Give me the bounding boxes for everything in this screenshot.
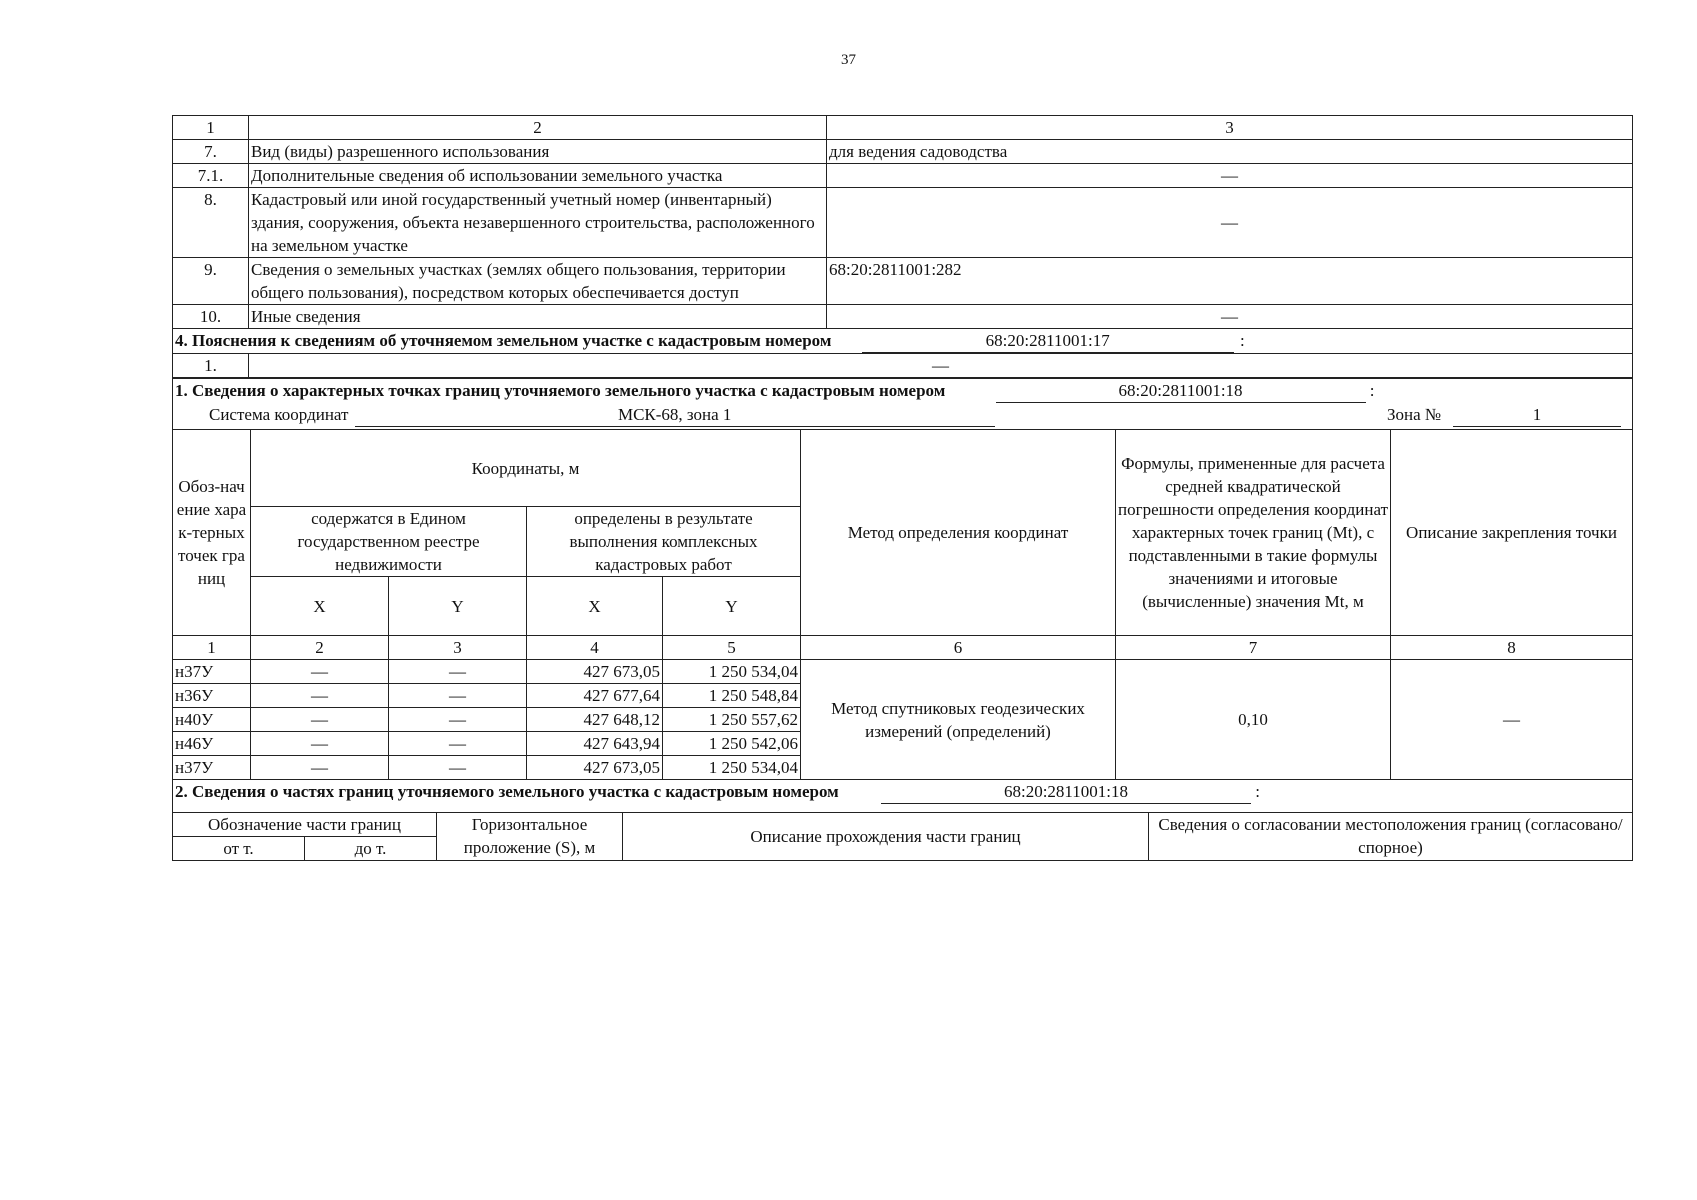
section4-title: 4. Пояснения к сведениям об уточняемом земельном участке с кадастровым номером [175, 330, 832, 350]
row-value: — [249, 353, 1633, 377]
row-number: 7. [173, 140, 249, 164]
row-number: 10. [173, 305, 249, 329]
point-x: 427 673,05 [527, 756, 663, 780]
header-cell: 2 [249, 116, 827, 140]
section4-table [172, 328, 1633, 378]
table-row [173, 188, 1633, 258]
point-x-egrn: — [251, 756, 389, 780]
row-label: Вид (виды) разрешенного использования [249, 140, 827, 164]
point-y: 1 250 534,04 [663, 660, 801, 684]
coords-header: Координаты, м [251, 430, 801, 507]
section4-colon: : [1239, 330, 1245, 350]
formula-header: Формулы, примененные для расчета средней квадратической погрешности определения координат характерных точек границ (Mt), с подставленными в такие формулы значениями и итоговые (вычисленные) значения Mt, м [1116, 430, 1391, 636]
table-row [173, 258, 1633, 305]
row-number: 8. [173, 188, 249, 258]
row-number: 1. [173, 353, 249, 377]
point-x: 427 648,12 [527, 708, 663, 732]
coord-system-label: Система координат [209, 405, 349, 424]
point-y-egrn: — [389, 732, 527, 756]
point-x: 427 643,94 [527, 732, 663, 756]
header-cell: 3 [827, 116, 1633, 140]
table-row [173, 140, 1633, 164]
point-name: н40У [173, 708, 251, 732]
y-header: Y [389, 577, 527, 636]
col-number: 8 [1391, 636, 1633, 660]
section2-cadnum: 68:20:2811001:18 [881, 780, 1251, 804]
point-y-egrn: — [389, 756, 527, 780]
from-header: от т. [173, 836, 305, 860]
point-x: 427 677,64 [527, 684, 663, 708]
part-header: Обозначение части границ [173, 812, 437, 836]
table-row [173, 305, 1633, 329]
point-name: н46У [173, 732, 251, 756]
point-y: 1 250 548,84 [663, 684, 801, 708]
section1-table [172, 378, 1633, 780]
point-name: н37У [173, 660, 251, 684]
row-value: 68:20:2811001:282 [827, 258, 1633, 305]
col-number: 4 [527, 636, 663, 660]
point-x: 427 673,05 [527, 660, 663, 684]
point-name: н36У [173, 684, 251, 708]
section2-colon: : [1255, 781, 1260, 801]
row-value: — [827, 305, 1633, 329]
method-header: Метод определения координат [801, 430, 1116, 636]
section1-colon: : [1369, 381, 1375, 400]
section2-spacer [173, 804, 1633, 813]
col-number: 6 [801, 636, 1116, 660]
row-label: Кадастровый или иной государственный учетный номер (инвентарный) здания, сооружения, объекта незавершенного строительства, расположенного на земельном участке [249, 188, 827, 258]
point-y-egrn: — [389, 684, 527, 708]
agree-header: Сведения о согласовании местоположения границ (согласовано/спорное) [1149, 812, 1633, 860]
desc-header: Описание прохождения части границ [623, 812, 1149, 860]
table-row [173, 660, 1633, 684]
designation-header: Обоз-начение харак-терных точек границ [173, 430, 251, 636]
point-y: 1 250 542,06 [663, 732, 801, 756]
x-header: X [527, 577, 663, 636]
point-y-egrn: — [389, 708, 527, 732]
point-x-egrn: — [251, 684, 389, 708]
col-number: 5 [663, 636, 801, 660]
col-number: 3 [389, 636, 527, 660]
fix-header: Описание закрепления точки [1391, 430, 1633, 636]
formula-value: 0,10 [1116, 660, 1391, 780]
table-row [173, 164, 1633, 188]
coord-system-value: МСК-68, зона 1 [355, 403, 995, 427]
point-x-egrn: — [251, 660, 389, 684]
row-number: 9. [173, 258, 249, 305]
page-number: 37 [841, 52, 856, 68]
zone-value: 1 [1453, 403, 1621, 427]
row-label: Иные сведения [249, 305, 827, 329]
length-header: Горизонтальное проложение (S), м [437, 812, 623, 860]
row-value: — [827, 164, 1633, 188]
point-y-egrn: — [389, 660, 527, 684]
section4-title-row [173, 328, 1633, 353]
y-header: Y [663, 577, 801, 636]
section1-title: 1. Сведения о характерных точках границ уточняемого земельного участка с кадастровым номером [175, 381, 946, 400]
zone-label: Зона № [1387, 405, 1442, 424]
section2-table [172, 779, 1633, 861]
fix-value: — [1391, 660, 1633, 780]
method-value: Метод спутниковых геодезических измерений (определений) [801, 660, 1116, 780]
row-label: Сведения о земельных участках (землях общего пользования, территории общего пользования), посредством которых обеспечивается доступ [249, 258, 827, 305]
document-body [172, 115, 1633, 861]
section1-header-block [173, 379, 1633, 430]
row-value: — [827, 188, 1633, 258]
col-number: 1 [173, 636, 251, 660]
section4-cadnum: 68:20:2811001:17 [862, 329, 1234, 353]
section2-title-row [173, 779, 1633, 804]
point-name: н37У [173, 756, 251, 780]
point-y: 1 250 557,62 [663, 708, 801, 732]
table-header-row [173, 116, 1633, 140]
point-y: 1 250 534,04 [663, 756, 801, 780]
row-number: 7.1. [173, 164, 249, 188]
col-number: 2 [251, 636, 389, 660]
kkr-header: определены в результате выполнения комплексных кадастровых работ [527, 507, 801, 577]
section2-title: 2. Сведения о частях границ уточняемого земельного участка с кадастровым номером [175, 781, 839, 801]
section1-cadnum: 68:20:2811001:18 [996, 379, 1366, 403]
col-number: 7 [1116, 636, 1391, 660]
row-label: Дополнительные сведения об использовании земельного участка [249, 164, 827, 188]
header-cell: 1 [173, 116, 249, 140]
top-table [172, 115, 1633, 329]
x-header: X [251, 577, 389, 636]
egrn-header: содержатся в Едином государственном реестре недвижимости [251, 507, 527, 577]
to-header: до т. [305, 836, 437, 860]
point-x-egrn: — [251, 708, 389, 732]
row-value: для ведения садоводства [827, 140, 1633, 164]
point-x-egrn: — [251, 732, 389, 756]
